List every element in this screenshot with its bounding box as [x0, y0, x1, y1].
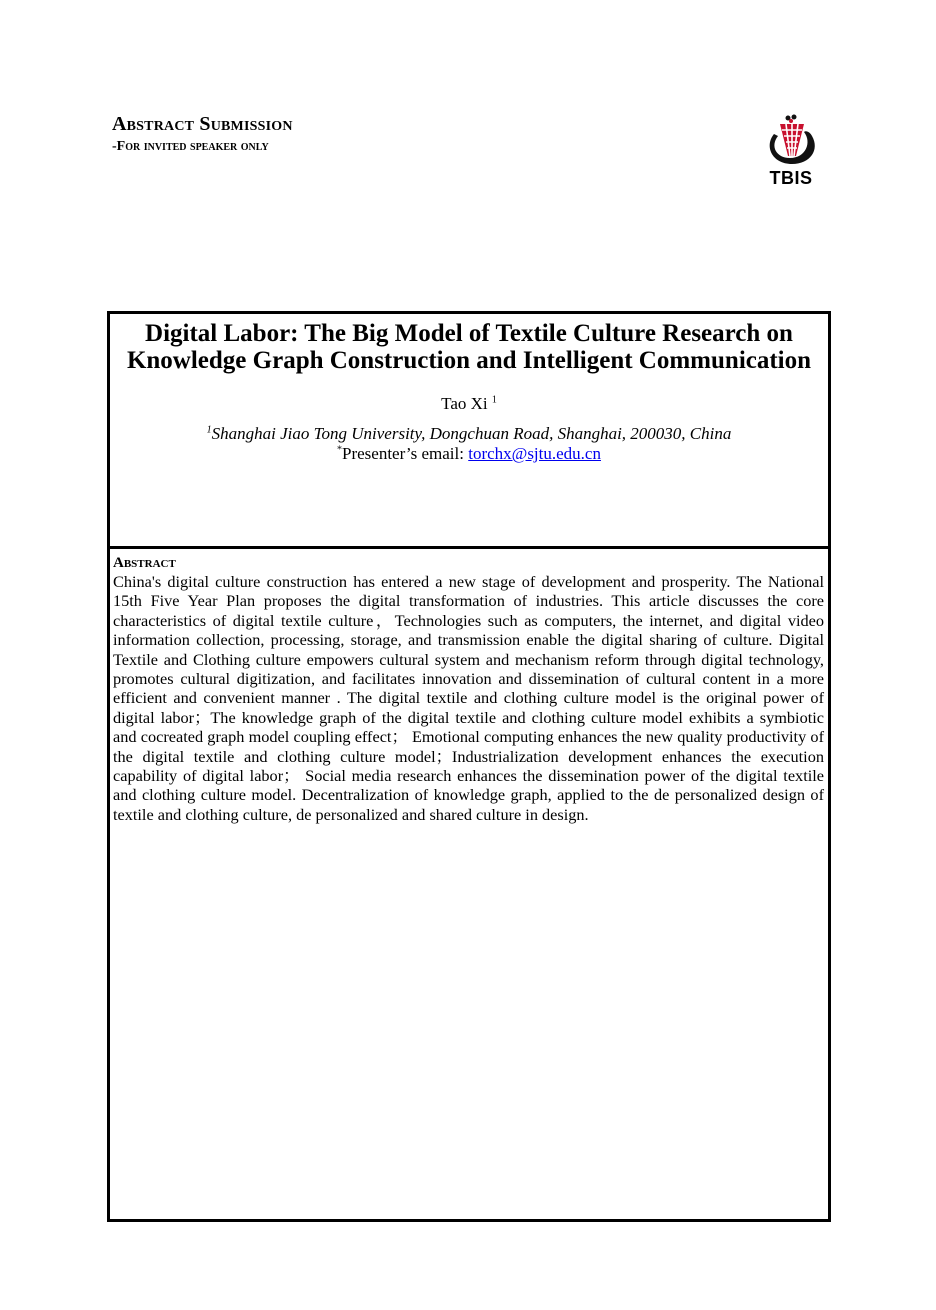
logo-wordmark: TBIS	[769, 168, 813, 188]
torch-icon	[760, 112, 822, 170]
affiliation-line	[110, 424, 828, 444]
presenter-line	[110, 444, 828, 464]
paper-title-line-1: Digital Labor: The Big Model of Textile Culture Research on	[145, 320, 793, 347]
presenter-marker: *	[337, 444, 343, 456]
author-name: Tao Xi	[441, 394, 488, 413]
affiliation-superscript: 1	[206, 424, 212, 436]
author-line	[110, 394, 828, 414]
abstract-heading: Abstract	[113, 555, 176, 571]
presenter-label: Presenter’s email:	[342, 444, 469, 463]
abstract-section	[113, 554, 824, 824]
author-superscript: 1	[491, 394, 497, 406]
submission-heading: Abstract Submission	[112, 113, 293, 135]
title-section	[110, 314, 828, 549]
abstract-body: China's digital culture construction has entered a new stage of development and prosperity. The National 15th Five Year Plan proposes the digital transformation of industries. This article discusses the core characteristics of digital textile culture，Technologies such as computers, the internet, and digital video information collection, processing, storage, and transmission enable the digital sharing of culture. Digital Textile and Clothing culture empowers cultural system and mechanism reform through digital technology, promotes cultural digitization, and facilitates innovation and dissemination of cultural content in a more efficient and convenient manner . The digital textile and clothing culture model is the original power of digital labor；The knowledge graph of the digital textile and clothing culture model exhibits a symbiotic and cocreated graph model coupling effect； Emotional computing enhances the new quality productivity of the digital textile and clothing culture model；Industrialization development enhances the execution capability of digital labor； Social media research enhances the dissemination power of the digital textile and clothing culture model. Decentralization of knowledge graph, applied to the de personalized design of textile and clothing culture, de personalized and shared culture in design.	[113, 572, 824, 824]
submission-subheading: -For invited speaker only	[112, 139, 269, 154]
paper-title-line-2: Knowledge Graph Construction and Intelligent Communication	[126, 347, 812, 374]
paper-title	[110, 320, 828, 374]
affiliation: Shanghai Jiao Tong University, Dongchuan Road, Shanghai, 200030, China	[211, 424, 732, 443]
abstract-frame	[107, 311, 831, 1222]
tbis-logo	[760, 112, 822, 192]
presenter-email-link[interactable]: torchx@sjtu.edu.cn	[468, 444, 601, 463]
